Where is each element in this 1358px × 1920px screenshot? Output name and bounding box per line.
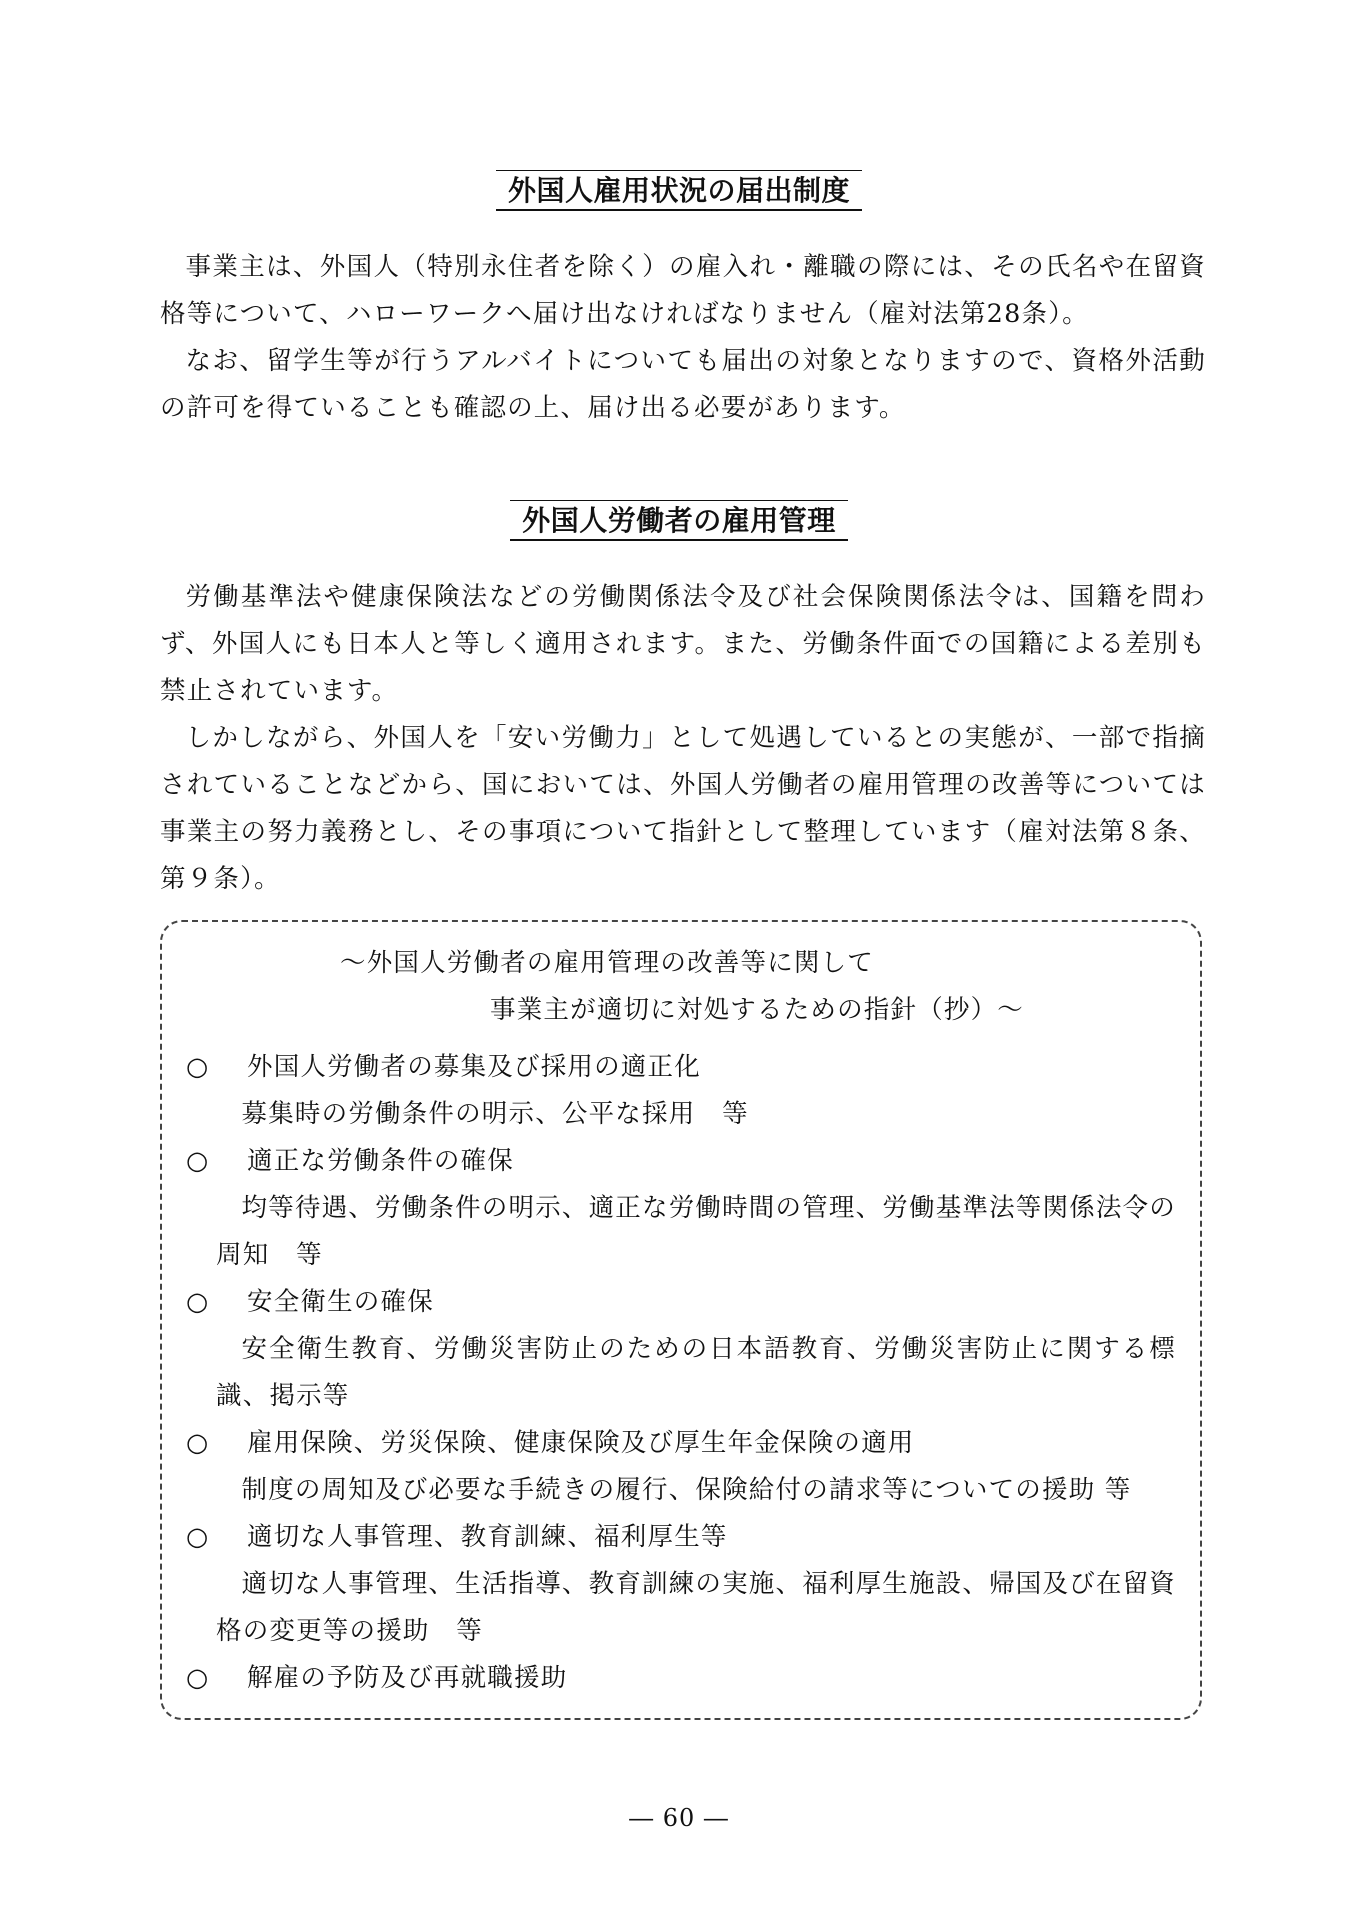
paragraph: 労働基準法や健康保険法などの労働関係法令及び社会保険関係法令は、国籍を問わず、外国人にも日本人と等しく適用されます。また、労働条件面での国籍による差別も禁止されています。	[160, 582, 1206, 706]
guideline-item-heading: 外国人労働者の募集及び採用の適正化	[247, 1052, 701, 1082]
section-heading-wrap	[0, 170, 1358, 211]
circle-bullet-icon: ○	[186, 1052, 210, 1082]
guideline-item-detail: 安全衛生教育、労働災害防止のための日本語教育、労働災害防止に関する標識、掲示等	[216, 1334, 1176, 1411]
paragraph: なお、留学生等が行うアルバイトについても届出の対象となりますので、資格外活動の許可を得ていることも確認の上、届け出る必要があります。	[160, 346, 1206, 423]
circle-bullet-icon: ○	[186, 1522, 210, 1552]
guideline-item	[186, 1138, 1176, 1279]
section-heading-wrap	[0, 500, 1358, 541]
guideline-item-detail: 制度の周知及び必要な手続きの履行、保険給付の請求等についての援助 等	[241, 1475, 1132, 1505]
guideline-item-detail: 均等待遇、労働条件の明示、適正な労働時間の管理、労働基準法等関係法令の周知 等	[216, 1193, 1177, 1270]
guideline-item	[186, 1655, 1176, 1702]
circle-bullet-icon: ○	[186, 1428, 210, 1458]
guideline-title-line2: 事業主が適切に対処するための指針（抄）～	[490, 995, 1025, 1025]
paragraph: 事業主は、外国人（特別永住者を除く）の雇入れ・離職の際には、その氏名や在留資格等について、ハローワークへ届け出なければなりません（雇対法第28条）。	[160, 252, 1206, 329]
circle-bullet-icon: ○	[186, 1287, 210, 1317]
guideline-item	[186, 1044, 1176, 1138]
guideline-item-detail: 募集時の労働条件の明示、公平な採用 等	[241, 1099, 749, 1129]
circle-bullet-icon: ○	[186, 1663, 210, 1693]
guideline-item-heading: 適切な人事管理、教育訓練、福利厚生等	[247, 1522, 728, 1552]
section-title-employment-management: 外国人労働者の雇用管理	[510, 500, 848, 541]
guideline-box	[160, 920, 1202, 1720]
guideline-item	[186, 1420, 1176, 1514]
section-title-notification: 外国人雇用状況の届出制度	[496, 170, 862, 211]
guideline-item-heading: 安全衛生の確保	[247, 1287, 434, 1317]
paragraph: しかしながら、外国人を「安い労働力」として処遇しているとの実態が、一部で指摘されていることなどから、国においては、外国人労働者の雇用管理の改善等については事業主の努力義務とし、その事項について指針として整理しています（雇対法第８条、第９条）。	[160, 723, 1206, 894]
guideline-item-heading: 雇用保険、労災保険、健康保険及び厚生年金保険の適用	[247, 1428, 915, 1458]
guideline-item	[186, 1514, 1176, 1655]
circle-bullet-icon: ○	[186, 1146, 210, 1176]
guideline-title-line1: ～外国人労働者の雇用管理の改善等に関して	[340, 948, 875, 978]
guideline-item-detail: 適切な人事管理、生活指導、教育訓練の実施、福利厚生施設、帰国及び在留資格の変更等の援助 等	[216, 1569, 1177, 1646]
guideline-item	[186, 1279, 1176, 1420]
page-number: ― 60 ―	[629, 1804, 729, 1832]
guideline-item-heading: 適正な労働条件の確保	[247, 1146, 515, 1176]
guideline-item-heading: 解雇の予防及び再就職援助	[247, 1663, 568, 1693]
